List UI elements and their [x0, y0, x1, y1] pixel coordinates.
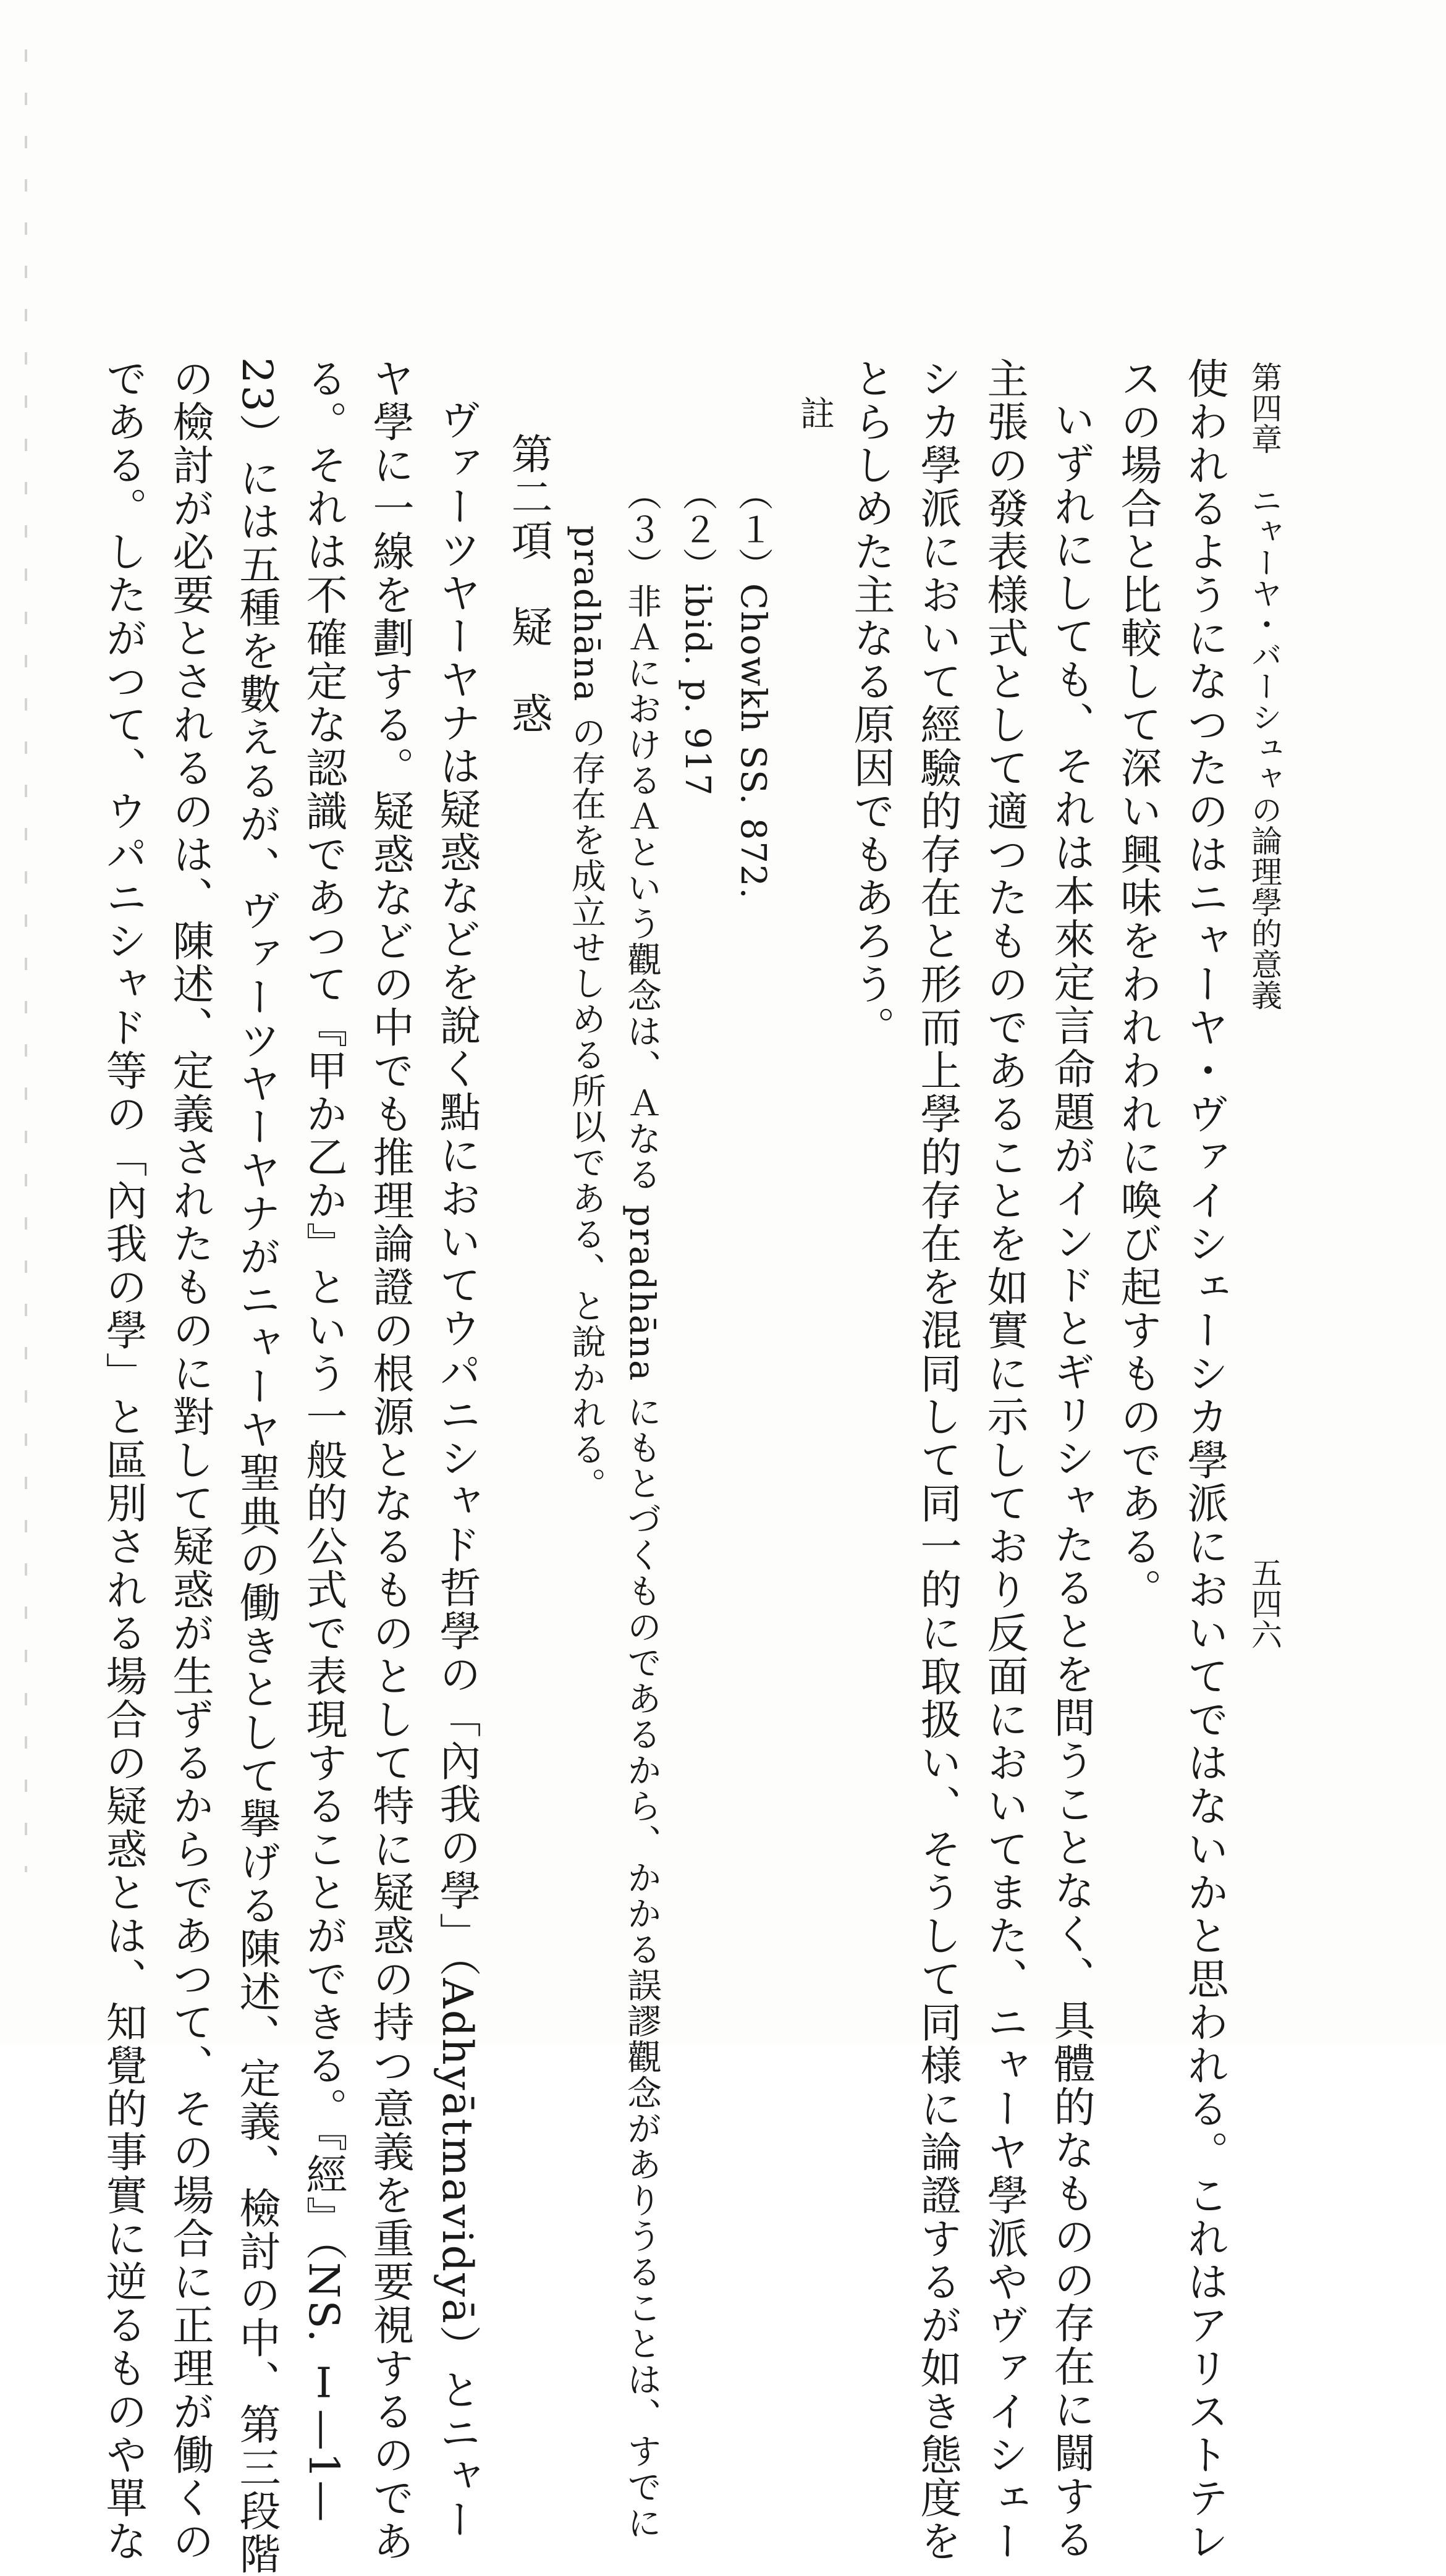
section-line: る。それは不確定な認識であつて『甲か乙か』という一般的公式で表現することができる。『經』（NS. Ⅰ—1—: [300, 357, 348, 2524]
note-item: pradhāna の存在を成立せしめる所以である、と說かれる。: [566, 525, 606, 1503]
note-item: （２）ibid. p. 917: [677, 476, 717, 797]
section-heading: 第二項 疑 惑: [505, 433, 553, 735]
section-line: 23）には五種を數えるが、ヴァーツヤーヤナがニャーヤ聖典の働きとして擧げる陳述、定義、檢討の中、第三段階: [233, 357, 281, 2576]
body-line: いずれにしても、それは本來定言命題がインドとギリシャたるとを問うことなく、具體的なものの存在に闘する: [1047, 399, 1096, 2561]
note-item: （３）非ＡにおけるＡという觀念は、Ａなる pradhāna にもとづくものであるから、かかる誤謬觀念がありうることは、すでに: [622, 476, 662, 2541]
body-line: 使われるようになつたのはニャーヤ・ヴァイシェーシカ學派においてではないかと思われる。これはアリストテレ: [1181, 357, 1229, 2563]
body-line: 主張の發表様式として適つたものであることを如實に示しており反面においてまた、ニャーヤ學派やヴァイシェー: [981, 357, 1029, 2563]
notes-label: 註: [795, 395, 835, 431]
body-line: シカ學派において經驗的存在と形而上學的存在を混同して同一的に取扱い、そうして同様に論證するが如き態度を: [914, 357, 962, 2563]
note-item: （１）Chowkh SS. 872.: [733, 476, 773, 900]
section-line: ヤ學に一線を劃する。疑惑などの中でも推理論證の根源となるものとして特に疑惑の持つ意義を重要視するのであ: [366, 357, 415, 2563]
running-header: 第四章 ニャーヤ・バーシュャの論理學的意義: [1246, 361, 1282, 1010]
page-number: 五四六: [1246, 1557, 1282, 1650]
section-line: である。したがつて、ウパニシャド等の「內我の學」と區別される場合の疑惑とは、知覺的事實に逆るものや單な: [99, 357, 148, 2563]
body-line: スの場合と比較して深い興味をわれわれに喚び起すものである。: [1114, 357, 1162, 1611]
section-line: ヴァーツヤーヤナは疑惑などを說く點においてウパニシャド哲學の「內我の學」（Adhyātmavidyā）とニャー: [433, 399, 481, 2542]
scan-binding-edge: [25, 49, 27, 1872]
section-line: の檢討が必要とされるのは、陳述、定義されたものに對して疑惑が生ずるからであつて、その場合に正理が働くの: [166, 357, 214, 2563]
body-line: とらしめた主なる原因でもあろう。: [847, 357, 895, 1049]
